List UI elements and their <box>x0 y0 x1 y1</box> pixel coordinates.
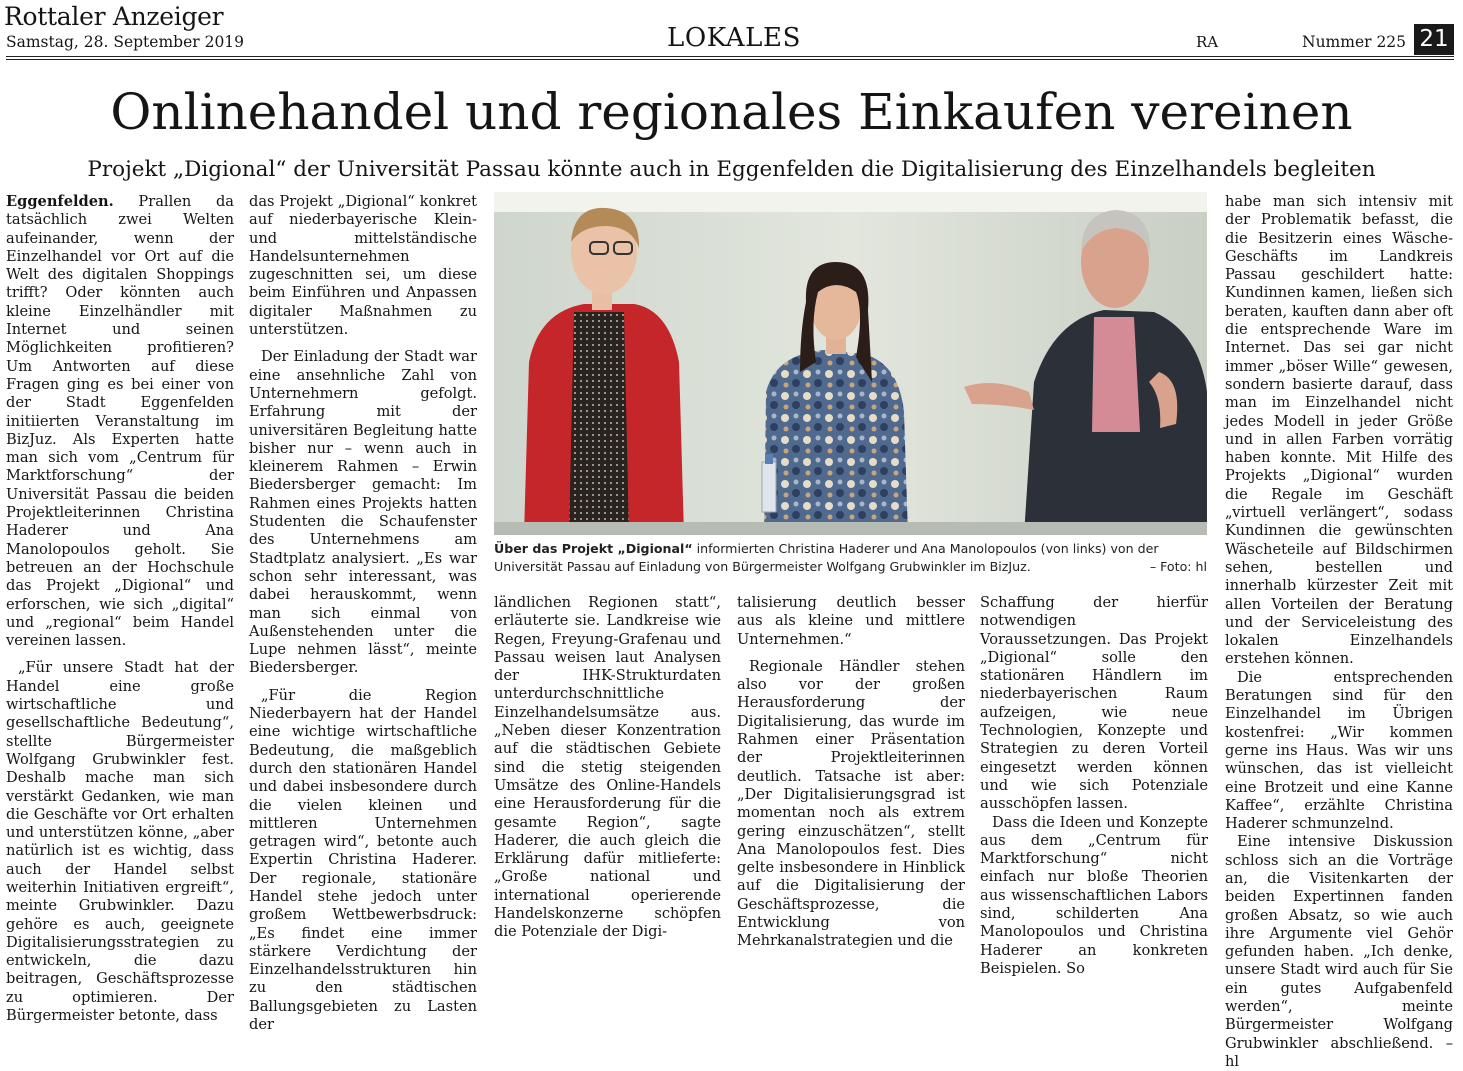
headline: Onlinehandel und regionales Einkaufen vereinen <box>110 83 1353 141</box>
issue-date: Samstag, 28. September 2019 <box>6 33 245 51</box>
paragraph: Die entsprechenden Beratungen sind für den Einzelhandel im Übrigen kostenfrei: „Wir kommen gerne ins Haus. Was wir uns wünschen, das ist vielleicht eine Brotzeit und eine Kanne Kaffee“, erzählte Christina Haderer schmunzelnd. <box>1225 668 1453 833</box>
dateline: Eggenfelden. <box>6 193 114 210</box>
caption-text: informierten Christina Haderer und Ana Manolopoulos (von links) von der Universität Passau auf Einladung von Bürgermeister Wolfgang Grubwinkler im BizJuz. <box>494 541 1159 574</box>
article-column-1 <box>6 193 234 1025</box>
caption-lead: Über das Projekt „Digional“ <box>494 541 693 556</box>
header-rule <box>6 56 1454 57</box>
article-column-5 <box>980 594 1208 977</box>
paragraph: ländlichen Regionen statt“, erläuterte sie. Landkreise wie Regen, Freyung-Grafenau und Passau weisen laut Analysen der IHK-Strukturdaten unterdurchschnittliche Einzelhandelsumsätze aus. „Neben dieser Konzentration auf die städtischen Gebiete sind die stetig steigenden Umsätze des Online-Handels eine Herausforderung für die gesamte Region“, sagte Haderer, die auch gleich die Erklärung dafür mitlieferte: „Große national und international operierende Handelskonzerne schöpfen die Potenziale der Digi- <box>494 594 721 941</box>
section-title: LOKALES <box>667 23 801 53</box>
header-rule-thin <box>6 59 1454 60</box>
photo-credit: – Foto: hl <box>1149 559 1207 574</box>
paragraph: das Projekt „Digional“ konkret auf niederbayerische Klein- und mittelständische Handelsunternehmen zugeschnitten sei, um diese beim Einführen und Anpassen digitaler Maßnahmen zu unterstützen. <box>249 193 477 339</box>
article-column-2 <box>249 193 477 1034</box>
subheadline: Projekt „Digional“ der Universität Passau könnte auch in Eggenfelden die Digitalisierung des Einzelhandels begleiten <box>87 157 1376 182</box>
paragraph: Eine intensive Diskussion schloss sich an die Vorträge an, die Visitenkarten der beiden Expertinnen fanden großen Absatz, so wie auch ihre Argumente viel Gehör gefunden haben. „Ich denke, unsere Stadt wird auch für Sie ein gutes Aufgabenfeld werden“, meinte Bürgermeister Wolfgang Grubwinkler abschließend. – hl <box>1225 833 1453 1070</box>
article-column-4 <box>737 594 965 950</box>
paragraph: habe man sich intensiv mit der Problematik befasst, die die Besitzerin eines Wäsche-Geschäfts im Landkreis Passau geschildert hatte: Kundinnen kamen, ließen sich beraten, kauften dann aber oft die entsprechende Ware im Internet. Das sei gar nicht immer „böser Wille“ gewesen, sondern basierte darauf, dass man im Einzelhandel nicht jedes Modell in jeder Größe und in allen Farben vorrätig haben konnte. Mit Hilfe des Projekts „Digional“ wurden die Regale im Geschäft „virtuell verlängert“, sodass Kundinnen die gewünschten Wäscheteile auf Bildschirmen sehen, bestellen und innerhalb kürzester Zeit mit allen Vorteilen der Beratung und der Serviceleistung des lokalen Einzelhandels erstehen können. <box>1225 193 1453 668</box>
paragraph: talisierung deutlich besser aus als kleine und mittlere Unternehmen.“ <box>737 594 965 648</box>
page-number: 21 <box>1414 24 1454 55</box>
article-column-6 <box>1225 193 1453 1070</box>
paragraph: Dass die Ideen und Konzepte aus dem „Centrum für Marktforschung“ nicht einfach nur bloße Theorien aus wissenschaftlichen Labors sind, schilderten Ana Manolopoulos und Christina Haderer an konkreten Beispielen. So <box>980 813 1208 977</box>
paragraph: Regionale Händler stehen also vor der großen Herausforderung der Digitalisierung, das wurde im Rahmen einer Präsentation der Projektleiterinnen deutlich. Tatsache ist aber: „Der Digitalisierungsgrad ist momentan noch als extrem gering einzuschätzen“, stellt Ana Manolopoulos fest. Dies gelte insbesondere in Hinblick auf die Digitalisierung der Geschäftsprozesse, die Entwicklung von Mehrkanalstrategien und die <box>737 657 965 950</box>
issue-number: Nummer 225 <box>1302 33 1407 51</box>
paragraph: Der Einladung der Stadt war eine ansehnliche Zahl von Unternehmern gefolgt. Erfahrung mit der universitären Begleitung hatte bisher nur – wenn auch in kleinerem Rahmen – Erwin Biedersberger gemacht: Im Rahmen eines Projekts hatten Studenten die Schaufenster des Unternehmens am Stadtplatz analysiert. „Es war schon sehr interessant, was dabei herauskommt, wenn man sich einmal von Außenstehenden unter die Lupe nehmen lässt“, meinte Biedersberger. <box>249 348 477 677</box>
paragraph: „Für die Region Niederbayern hat der Handel eine wichtige wirtschaftliche Bedeutung, die maßgeblich durch den stationären Handel und dabei insbesondere durch die vielen kleinen und mittleren Unternehmen getragen wird“, betonte auch Expertin Christina Haderer. Der regionale, stationäre Handel stehe jedoch unter großem Wettbewerbsdruck: „Es findet eine immer stärkere Verdichtung der Einzelhandelsstrukturen hin zu den städtischen Ballungsgebieten zu Lasten der <box>249 686 477 1034</box>
masthead: Rottaler Anzeiger <box>4 2 224 31</box>
article-photo <box>494 192 1207 535</box>
paragraph: Eggenfelden. Prallen da tatsächlich zwei Welten aufeinander, wenn der Einzelhandel vor Ort auf die Welt des digitalen Shoppings trifft? Oder könnten auch kleine Einzelhändler mit Internet und seinen Möglichkeiten profitieren? Um Antworten auf diese Fragen ging es bei einer von der Stadt Eggenfelden initiierten Veranstaltung im BizJuz. Als Experten hatte man sich vom „Centrum für Marktforschung“ der Universität Passau die beiden Projektleiterinnen Christina Haderer und Ana Manolopoulos geholt. Sie betreuen an der Hochschule das Projekt „Digional“ und erforschen, wie sich „digital“ und „regional“ beim Handel vereinen lassen. <box>6 193 234 650</box>
article-column-3 <box>494 594 721 941</box>
edition-code: RA <box>1196 33 1219 51</box>
paragraph: „Für unsere Stadt hat der Handel eine große wirtschaftliche und gesellschaftliche Bedeutung“, stellte Bürgermeister Wolfgang Grubwinkler fest. Deshalb mache man sich verstärkt Gedanken, wie man die Geschäfte vor Ort erhalten und unterstützen könne, „aber natürlich ist es wichtig, dass auch der Handel selbst weiterhin Initiativen ergreift“, meinte Grubwinkler. Dazu gehöre es auch, geeignete Digitalisierungsstrategien zu entwickeln, die dazu beitragen, Geschäftsprozesse zu optimieren. Der Bürgermeister betonte, dass <box>6 659 234 1025</box>
paragraph: Schaffung der hierfür notwendigen Voraussetzungen. Das Projekt „Digional“ solle den stationären Händlern im niederbayerischen Raum aufzeigen, wie neue Technologien, Konzepte und Strategien zu deren Vorteil eingesetzt werden können und wie sich Potenziale ausschöpfen lassen. <box>980 594 1208 813</box>
photo-caption <box>494 540 1207 576</box>
